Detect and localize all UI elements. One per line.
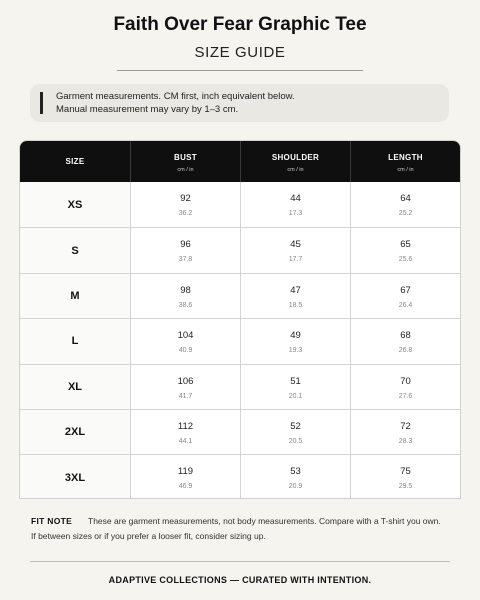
length-cm: 75	[400, 466, 411, 478]
size-cell: XS	[20, 182, 131, 227]
shoulder-cm: 51	[290, 375, 301, 387]
length-in: 25.6	[398, 256, 413, 264]
table-header	[20, 141, 460, 182]
length-cm: 65	[400, 239, 411, 251]
length-in: 25.2	[398, 210, 413, 217]
table-row	[20, 227, 460, 272]
length-cm: 72	[400, 420, 411, 432]
length-cm: 70	[400, 375, 411, 387]
bust-cm: 104	[177, 330, 194, 342]
size-cell: 2XL	[20, 410, 131, 454]
length-in: 28.3	[398, 437, 413, 445]
shoulder-cell	[241, 319, 351, 363]
shoulder-in: 20.9	[288, 483, 303, 491]
notice-line-2: Manual measurement may vary by 1–3 cm.	[56, 104, 239, 115]
bust-in: 37.8	[178, 256, 193, 264]
table-body	[20, 182, 460, 499]
size-cell: L	[20, 319, 131, 363]
bust-cell	[131, 228, 241, 272]
shoulder-cell	[241, 274, 351, 318]
shoulder-cell	[241, 455, 351, 499]
header-unit: cm / in	[177, 167, 194, 173]
bust-in: 46.9	[178, 483, 193, 491]
size-cell: XL	[20, 365, 131, 409]
header-unit: cm / in	[287, 167, 304, 173]
notice-line-1: Garment measurements. CM first, inch equivalent below.	[56, 91, 295, 102]
footer-divider	[30, 561, 450, 562]
bust-cell	[131, 182, 241, 227]
shoulder-in: 20.5	[288, 437, 303, 445]
header-cell-size	[20, 141, 131, 182]
bust-in: 38.6	[178, 301, 193, 309]
shoulder-cm: 49	[290, 330, 301, 342]
header-label: BUST	[174, 153, 197, 162]
shoulder-cm: 53	[290, 466, 301, 478]
bust-in: 40.9	[178, 347, 193, 355]
fit-note-advice: If between sizes or if you prefer a looser fit, consider sizing up.	[31, 531, 266, 541]
length-cm: 64	[400, 193, 411, 204]
length-in: 26.4	[398, 301, 413, 309]
shoulder-in: 20.1	[288, 392, 303, 400]
table-row	[20, 273, 460, 318]
length-cell	[351, 365, 460, 409]
shoulder-cell	[241, 182, 351, 227]
bust-cm: 106	[177, 375, 194, 387]
table-row	[20, 409, 460, 454]
shoulder-in: 17.7	[288, 256, 303, 264]
notice-accent-bar	[40, 92, 43, 114]
length-in: 27.6	[398, 392, 413, 400]
header-label: SIZE	[65, 157, 85, 166]
bust-cell	[131, 319, 241, 363]
header-label: LENGTH	[388, 153, 423, 162]
shoulder-in: 18.5	[288, 301, 303, 309]
shoulder-in: 17.3	[288, 210, 303, 217]
page-title: Faith Over Fear Graphic Tee	[113, 14, 367, 35]
bust-cm: 119	[177, 466, 194, 478]
bust-cm: 98	[180, 284, 191, 296]
table-row	[20, 454, 460, 499]
size-cell: S	[20, 228, 131, 272]
length-cell	[351, 228, 460, 272]
title-divider	[117, 70, 363, 71]
bust-in: 41.7	[178, 392, 193, 400]
bust-cm: 96	[180, 239, 191, 251]
length-cm: 67	[400, 284, 411, 296]
measurement-notice	[30, 84, 449, 122]
table-row	[20, 182, 460, 227]
length-in: 29.5	[398, 483, 413, 491]
bust-cm: 92	[180, 193, 191, 204]
size-cell: M	[20, 274, 131, 318]
shoulder-cm: 44	[290, 193, 301, 204]
length-cell	[351, 274, 460, 318]
length-cell	[351, 455, 460, 499]
bust-in: 36.2	[178, 210, 193, 217]
bust-cell	[131, 455, 241, 499]
page-subtitle: SIZE GUIDE	[194, 44, 286, 61]
bust-cell	[131, 365, 241, 409]
bust-cell	[131, 410, 241, 454]
fit-note-text: These are garment measurements, not body measurements. Compare with a T-shirt you own.	[88, 516, 441, 526]
header-cell-shoulder	[241, 141, 351, 182]
header-unit: cm / in	[397, 167, 414, 173]
header-cell-length	[351, 141, 460, 182]
bust-cell	[131, 274, 241, 318]
length-in: 26.8	[398, 347, 413, 355]
shoulder-cm: 47	[290, 284, 301, 296]
shoulder-cm: 45	[290, 239, 301, 251]
table-row	[20, 364, 460, 409]
shoulder-in: 19.3	[288, 347, 303, 355]
footer-tagline: ADAPTIVE COLLECTIONS — CURATED WITH INTENTION.	[108, 575, 372, 585]
shoulder-cell	[241, 228, 351, 272]
fit-note-label: FIT NOTE	[31, 516, 73, 526]
shoulder-cm: 52	[290, 420, 301, 432]
size-table	[19, 140, 461, 499]
bust-cm: 112	[177, 420, 194, 432]
table-row	[20, 318, 460, 363]
length-cell	[351, 410, 460, 454]
header-cell-bust	[131, 141, 241, 182]
shoulder-cell	[241, 410, 351, 454]
size-cell: 3XL	[20, 455, 131, 499]
shoulder-cell	[241, 365, 351, 409]
length-cell	[351, 182, 460, 227]
header-label: SHOULDER	[271, 153, 320, 162]
length-cm: 68	[400, 330, 411, 342]
length-cell	[351, 319, 460, 363]
bust-in: 44.1	[178, 437, 193, 445]
